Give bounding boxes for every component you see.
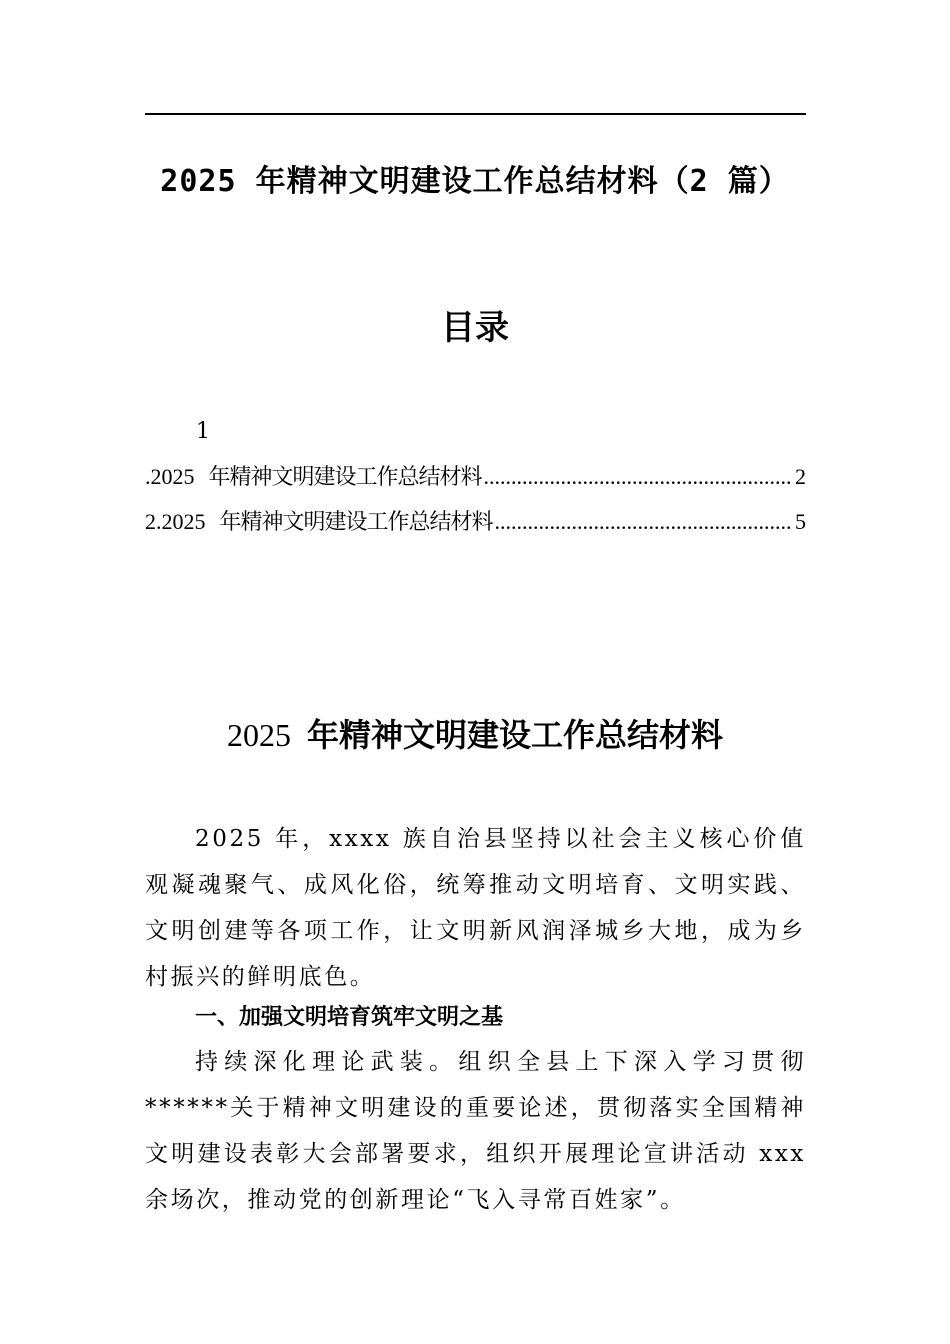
body-paragraph: 2025 年，xxxx 族自治县坚持以社会主义核心价值观凝魂聚气、成风化俗，统筹推动文明培育、文明实践、文明创建等各项工作，让文明新风润泽城乡大地，成为乡村振兴的鲜明底色。 [145,826,806,990]
toc-entry-page: 5 [795,509,806,534]
section-title-text: 年精神文明建设工作总结材料 [306,716,723,754]
toc-entry-prefix: .2025 [145,464,195,489]
section-subheading: 一、加强文明培育筑牢文明之基 [195,1005,504,1030]
header-rule [145,113,806,115]
toc-entry-page: 2 [795,464,806,489]
section-title-year: 2025 [226,717,291,753]
toc-entry-text: 年精神文明建设工作总结材料 [208,465,482,490]
toc-leader-dots [495,507,793,537]
toc-entry-number: 1 [196,419,210,444]
toc-entry[interactable] [145,462,806,492]
toc-leader-dots [484,462,793,492]
section-title [0,713,950,757]
toc-entry[interactable] [145,507,806,537]
toc-heading: 目录 [441,308,509,348]
body-paragraph: 持续深化理论武装。组织全县上下深入学习贯彻******关于精神文明建设的重要论述，贯彻落实全国精神文明建设表彰大会部署要求，组织开展理论宣讲活动 xxx 余场次，推动党的创新理论“飞入寻常百姓家”。 [145,1049,806,1213]
toc-entry-text: 年精神文明建设工作总结材料 [219,510,493,535]
toc-entry-prefix: 2.2025 [145,509,206,534]
document-title: 2025 年精神文明建设工作总结材料（2 篇） [160,164,790,199]
